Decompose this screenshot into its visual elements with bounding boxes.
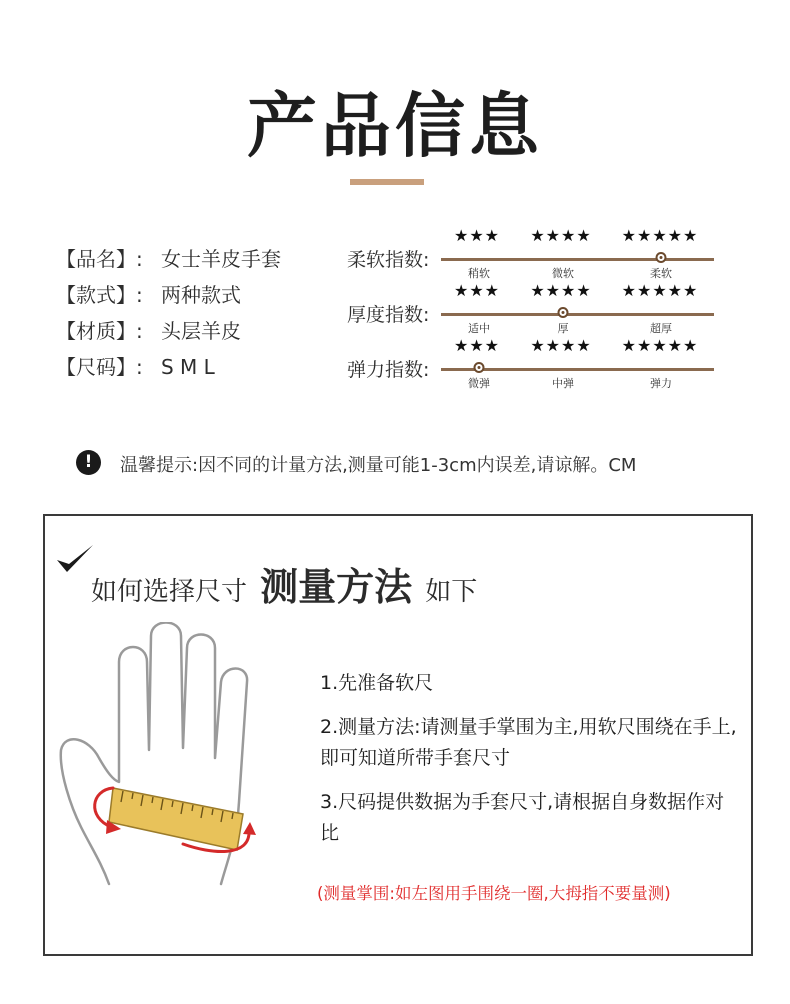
- heading-pre: 如何选择尺寸: [91, 577, 248, 607]
- measure-steps: [320, 668, 740, 862]
- rating-softness: [347, 226, 727, 282]
- level-label: 稍软: [468, 267, 490, 280]
- rating-elasticity: [347, 336, 727, 392]
- stars-level-1: ★★★: [453, 281, 501, 300]
- rating-marker: [656, 252, 667, 263]
- rating-label: 弹力指数:: [347, 359, 430, 381]
- spec-value: 头层羊皮: [161, 319, 241, 343]
- spec-row-style: [56, 279, 336, 315]
- stars-level-2: ★★★★: [530, 226, 592, 245]
- spec-row-material: [56, 315, 336, 351]
- step-3: 3.尺码提供数据为手套尺寸,请根据自身数据作对比: [320, 791, 725, 844]
- heading-post: 如下: [425, 577, 478, 607]
- level-label: 微软: [552, 267, 574, 280]
- step-1: 1.先准备软尺: [320, 672, 434, 694]
- notice: [76, 450, 776, 476]
- rating-marker: [474, 362, 485, 373]
- spec-label: 【尺码】:: [56, 355, 143, 379]
- spec-label: 【款式】:: [56, 283, 143, 307]
- spec-label: 【品名】:: [56, 247, 143, 271]
- rating-label: 柔软指数:: [347, 249, 430, 271]
- rating-line: [441, 313, 714, 316]
- measure-note: (测量掌围:如左图用手围绕一圈,大拇指不要量测): [317, 884, 671, 903]
- spec-value: 两种款式: [161, 283, 241, 307]
- level-label: 弹力: [650, 377, 672, 390]
- exclamation-icon: !: [76, 450, 101, 475]
- rating-line: [441, 258, 714, 261]
- level-label: 厚: [557, 322, 569, 335]
- spec-label: 【材质】:: [56, 319, 143, 343]
- rating-thickness: [347, 281, 727, 337]
- stars-level-2: ★★★★: [530, 281, 592, 300]
- spec-list: [56, 243, 336, 387]
- title-underline: [350, 179, 424, 185]
- measure-panel: [43, 514, 753, 956]
- spec-row-size: [56, 351, 336, 387]
- stars-level-3: ★★★★★: [621, 226, 699, 245]
- stars-level-1: ★★★: [453, 336, 501, 355]
- spec-value: 女士羊皮手套: [161, 247, 281, 271]
- measure-heading: [91, 556, 477, 611]
- hand-measure-illustration: [51, 622, 301, 922]
- rating-marker: [558, 307, 569, 318]
- page-title: 产品信息: [247, 85, 543, 167]
- stars-level-2: ★★★★: [530, 336, 592, 355]
- level-label: 中弹: [552, 377, 574, 390]
- level-label: 微弹: [468, 377, 490, 390]
- spec-row-name: [56, 243, 336, 279]
- stars-level-1: ★★★: [453, 226, 501, 245]
- rating-label: 厚度指数:: [347, 304, 430, 326]
- level-label: 超厚: [650, 322, 672, 335]
- notice-text: 温馨提示:因不同的计量方法,测量可能1-3cm内误差,请谅解。CM: [120, 455, 637, 476]
- level-label: 适中: [468, 322, 490, 335]
- arrow-head-right: [243, 822, 256, 835]
- stars-level-3: ★★★★★: [621, 281, 699, 300]
- step-2: 2.测量方法:请测量手掌围为主,用软尺围绕在手上,即可知道所带手套尺寸: [320, 716, 737, 769]
- stars-level-3: ★★★★★: [621, 336, 699, 355]
- spec-value: S M L: [161, 355, 215, 379]
- heading-main: 测量方法: [260, 565, 413, 609]
- level-label: 柔软: [650, 267, 672, 280]
- checkmark-icon: [55, 542, 95, 576]
- measuring-tape: [109, 788, 243, 850]
